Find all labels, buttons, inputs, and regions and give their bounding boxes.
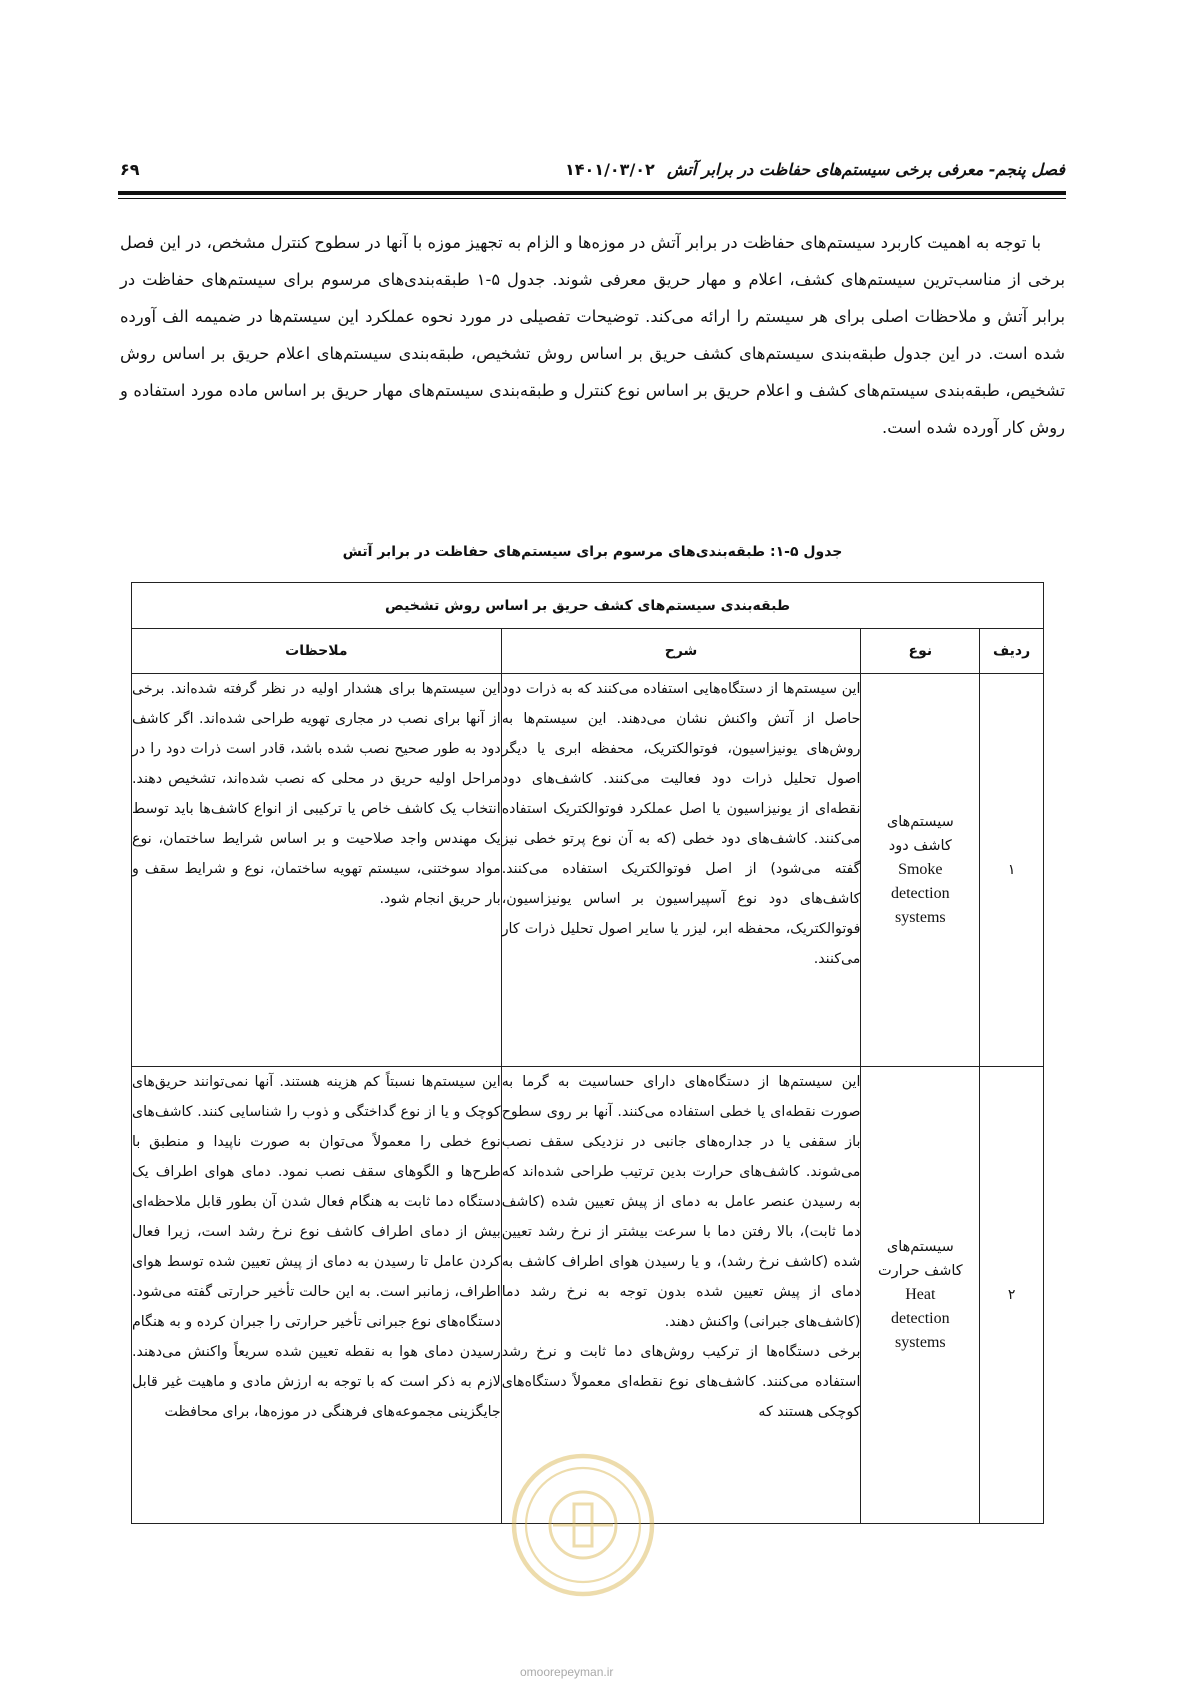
table-title: طبقه‌بندی سیستم‌های کشف حریق بر اساس روش تشخیص: [132, 583, 1044, 629]
header-notes: ملاحظات: [132, 629, 502, 674]
row-notes: این سیستم‌ها برای هشدار اولیه در نظر گرفته شده‌اند. برخی از آنها برای نصب در مجاری تهویه طراحی شده‌اند. اگر کاشف دود به طور صحیح نصب شده باشد، قادر است ذرات دود را در مراحل اولیه حریق در محلی که نصب شده‌اند، تشخیص دهند. انتخاب یک کاشف خاص یا ترکیبی از انواع کاشف‌ها باید توسط یک مهندس واجد صلاحیت و بر اساس شرایط ساختمان، نوع مواد سوختنی، سیستم تهویه ساختمان، نوع و شرایط سقف و بار حریق انجام شود.: [132, 674, 502, 1067]
table-header-row: [132, 629, 1044, 674]
type-en-line: systems: [894, 1334, 946, 1351]
type-en-line: detection: [890, 1310, 950, 1327]
website-watermark: omoorepeyman.ir: [520, 1665, 614, 1679]
row-number: ۱: [980, 674, 1044, 1067]
page-header: [120, 160, 1065, 186]
row-number: ۲: [980, 1067, 1044, 1524]
table-row: [132, 674, 1044, 1067]
watermark-seal-icon: [508, 1450, 658, 1600]
description-extra-text: برخی دستگاه‌ها از ترکیب روش‌های دما ثابت و نرخ رشد استفاده می‌کنند. کاشف‌های نوع نقطه‌ای معمولاً دستگاه‌های کوچکی هستند که: [501, 1344, 861, 1420]
intro-paragraph: با توجه به اهمیت کاربرد سیستم‌های حفاظت در برابر آتش در موزه‌ها و الزام به تجهیز موزه با آنها در سطوح کنترل مشخص، در این فصل برخی از مناسب‌ترین سیستم‌های کشف، اعلام و مهار حریق معرفی شوند. جدول ۵-۱ طبقه‌بندی‌های مرسوم برای سیستم‌های حفاظت در برابر آتش و ملاحظات اصلی برای هر سیستم را ارائه می‌کند. توضیحات تفصیلی در مورد نحوه عملکرد این سیستم‌ها در ضمیمه الف آورده شده است. در این جدول طبقه‌بندی سیستم‌های کشف حریق بر اساس روش تشخیص، طبقه‌بندی سیستم‌های اعلام حریق بر اساس روش تشخیص، طبقه‌بندی سیستم‌های کشف و اعلام حریق بر اساس نوع کنترل و طبقه‌بندی سیستم‌های مهار حریق بر اساس ماده مورد استفاده و روش کار آورده شده است.: [120, 233, 1065, 437]
row-type: [861, 1067, 980, 1524]
description-text: این سیستم‌ها از دستگاه‌های دارای حساسیت به گرما به صورت نقطه‌ای یا خطی استفاده می‌کنند. آنها بر روی سطوح باز سقفی یا در جداره‌های جانبی در نزدیکی سقف نصب می‌شوند. کاشف‌های حرارت بدین ترتیب طراحی شده‌اند که به رسیدن عنصر عامل به دمای از پیش تعیین شده (کاشف دما ثابت)، بالا رفتن دما با سرعت بیشتر از نرخ رشد تعیین شده (کاشف نرخ رشد)، و یا رسیدن هوای اطراف کاشف به دمای از پیش تعیین شده بدون توجه به نرخ رشد دما (کاشف‌های جبرانی) واکنش دهند.: [501, 1074, 861, 1330]
type-en-line: Smoke: [898, 861, 943, 878]
header-date: ۱۴۰۱/۰۳/۰۲: [565, 160, 655, 179]
page-number: ۶۹: [120, 160, 140, 179]
header-type: نوع: [861, 629, 980, 674]
type-fa-line: سیستم‌های: [886, 814, 954, 830]
classification-table: [131, 582, 1044, 1524]
type-fa-line: کاشف دود: [888, 838, 952, 854]
header-rule-thick: [118, 191, 1066, 195]
header-rule-thin: [118, 198, 1066, 199]
type-en-line: systems: [894, 909, 946, 926]
header-radif: ردیف: [980, 629, 1044, 674]
type-en-line: Heat: [905, 1286, 936, 1303]
row-notes: این سیستم‌ها نسبتاً کم هزینه هستند. آنها نمی‌توانند حریق‌های کوچک و یا از نوع گداختگی و ذوب را شناسایی کنند. کاشف‌های نوع خطی را معمولاً می‌توان به صورت ناپیدا و منطبق با طرح‌ها و الگوهای سقف نصب نمود. دمای هوای اطراف یک دستگاه دما ثابت به هنگام فعال شدن آن بطور قابل ملاحظه‌ای بیش از دمای اطراف کاشف نوع نرخ رشد است، زیرا فعال کردن عامل تا رسیدن به دمای از پیش تعیین شده توسط هوای اطراف، زمانبر است. به این حالت تأخیر حرارتی گفته می‌شود. دستگاه‌های نوع جبرانی تأخیر حرارتی را جبران کرده و به هنگام رسیدن دمای هوا به نقطه تعیین شده سریعاً واکنش می‌دهند. لازم به ذکر است که با توجه به ارزش مادی و ماهیت غیر قابل جایگزینی مجموعه‌های فرهنگی در موزه‌ها، برای محافظت: [132, 1067, 502, 1524]
type-fa-line: سیستم‌های: [886, 1239, 954, 1255]
header-description: شرح: [501, 629, 861, 674]
row-type: [861, 674, 980, 1067]
table-caption: جدول ۵-۱: طبقه‌بندی‌های مرسوم برای سیستم‌های حفاظت در برابر آتش: [342, 544, 843, 560]
type-en-line: detection: [890, 885, 950, 902]
chapter-title: فصل پنجم- معرفی برخی سیستم‌های حفاظت در برابر آتش: [667, 160, 1065, 179]
type-fa-line: کاشف حرارت: [877, 1263, 963, 1279]
row-description: این سیستم‌ها از دستگاه‌هایی استفاده می‌کنند که به ذرات دود حاصل از آتش واکنش نشان می‌دهند. این سیستم‌ها به روش‌های یونیزاسیون، فوتوالکتریک، محفظه ابری یا دیگر اصول تحلیل ذرات دود فعالیت می‌کنند. کاشف‌های دود نقطه‌ای از یونیزاسیون یا اصل عملکرد فوتوالکتریک استفاده می‌کنند. کاشف‌های دود خطی (که به آن نوع پرتو خطی نیز گفته می‌شود) از اصل فوتوالکتریک استفاده می‌کنند. کاشف‌های دود نوع آسپیراسیون بر اساس یونیزاسیون، فوتوالکتریک، محفظه ابر، لیزر یا سایر اصول تحلیل ذرات کار می‌کنند.: [501, 674, 861, 1067]
